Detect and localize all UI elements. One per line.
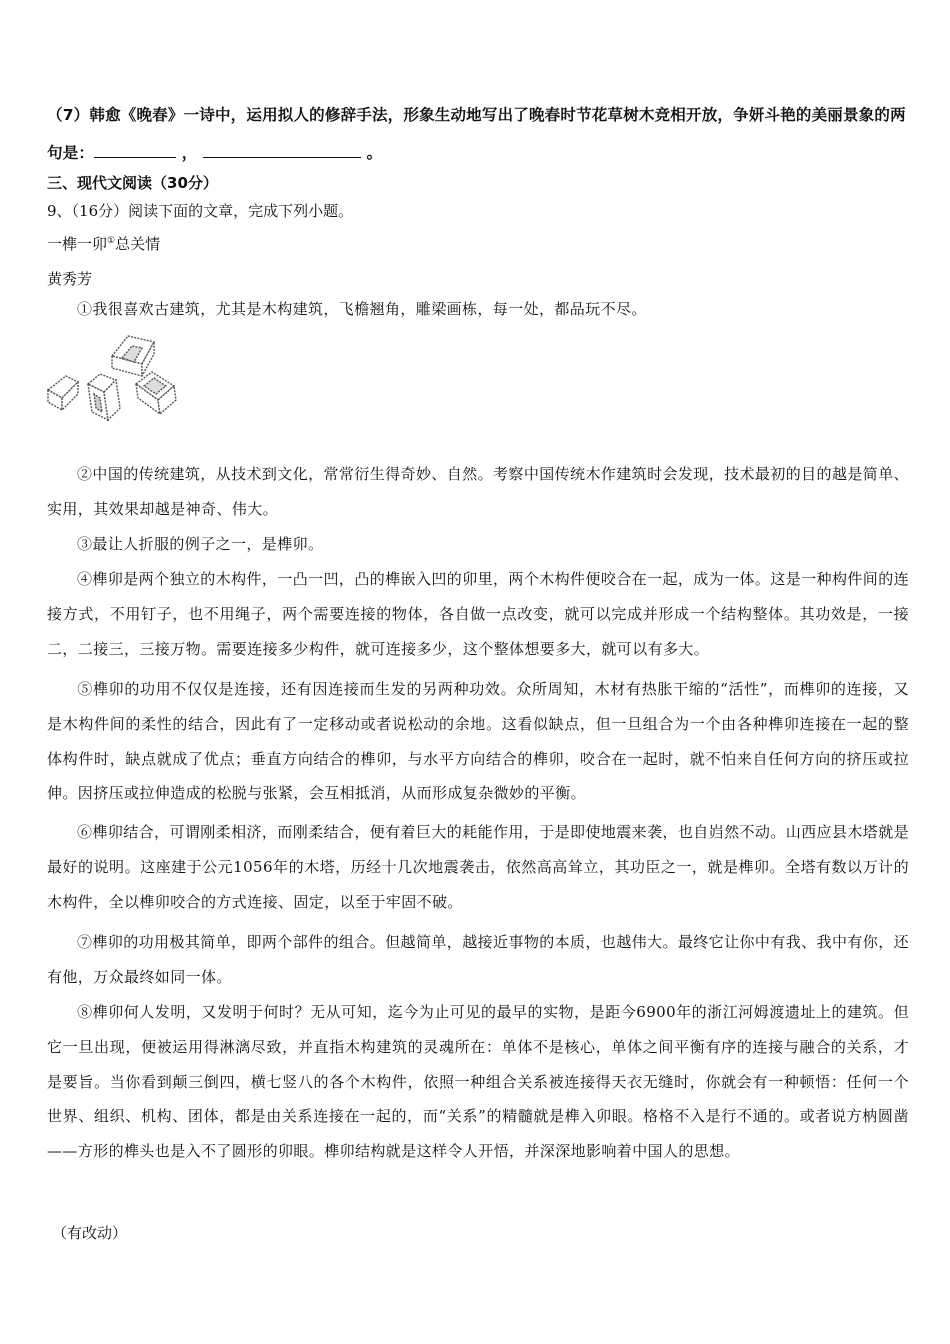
paragraph-5: ⑤榫卯的功用不仅仅是连接，还有因连接而生发的另两种功效。众所周知，木材有热胀干缩的“活性”，而榫卯的连接，又是木构件间的柔性的结合，因此有了一定移动或者说松动的余地。这看似缺点，但一旦组合为一个由各种榫卯连接在一起的整体构件时，缺点就成了优点；垂直方向结合的榫卯，与水平方向结合的榫卯，咬合在一起时，就不怕来自任何方向的挤压或拉伸。因挤压或拉伸造成的松脱与张紧，会互相抵消，从而形成复杂微妙的平衡。 (47, 680, 909, 803)
article-title-main: 一榫一卯 (47, 235, 108, 253)
question-7 (47, 96, 917, 172)
mortise-tenon-illustration (44, 328, 192, 428)
answer-blank-2[interactable] (203, 141, 361, 158)
paragraph-6: ⑥榫卯结合，可谓刚柔相济，而刚柔结合，便有着巨大的耗能作用，于是即使地震来袭，也自岿然不动。山西应县木塔就是最好的说明。这座建于公元1056年的木塔，历经十几次地震袭击，依然高高耸立，其功臣之一，就是榫卯。全塔有数以万计的木构件，全以榫卯咬合的方式连接、固定，以至于牢固不破。 (47, 823, 909, 911)
section-title: 三、现代文阅读（30分） (47, 174, 218, 192)
article-title-tail: 总关情 (115, 235, 161, 253)
revision-note: （有改动） (52, 1224, 128, 1242)
article-author: 黄秀芳 (47, 270, 93, 288)
answer-blank-1[interactable] (94, 141, 176, 158)
paragraph-8: ⑧榫卯何人发明，又发明于何时？无从可知，迄今为止可见的最早的实物，是距今6900年的浙江河姆渡遗址上的建筑。但它一旦出现，便被运用得淋漓尽致，并直指木构建筑的灵魂所在：单体不是核心，单体之间平衡有序的连接与融合的关系，才是要旨。当你看到颠三倒四，横七竖八的各个木构件，依照一种组合关系被连接得天衣无缝时，你就会有一种顿悟：任何一个世界、组织、机构、团体，都是由关系连接在一起的，而“关系”的精髓就是榫入卯眼。格格不入是行不通的。或者说方枘圆凿——方形的榫头也是入不了圆形的卯眼。榫卯结构就是这样令人开悟，并深深地影响着中国人的思想。 (47, 1003, 909, 1161)
paragraph-3: ③最让人折服的例子之一，是榫卯。 (77, 535, 324, 553)
paragraph-4: ④榫卯是两个独立的木构件，一凸一凹，凸的榫嵌入凹的卯里，两个木构件便咬合在一起，成为一体。这是一种构件间的连接方式，不用钉子，也不用绳子，两个需要连接的物体，各自做一点改变，就可以完成并形成一个结构整体。其功效是，一接二，二接三，三接万物。需要连接多少构件，就可连接多少，这个整体想要多大，就可以有多大。 (47, 570, 909, 658)
paragraph-1: ①我很喜欢古建筑，尤其是木构建筑，飞檐翘角，雕梁画栋，每一处，都品玩不尽。 (77, 300, 647, 318)
article-title (47, 233, 160, 254)
question-9-prompt: 9、（16分）阅读下面的文章，完成下列小题。 (47, 202, 354, 220)
question-7-text: （7）韩愈《晚春》一诗中，运用拟人的修辞手法，形象生动地写出了晚春时节花草树木竞相开放，争妍斗艳的美丽景象的两句是： (47, 106, 906, 162)
paragraph-7: ⑦榫卯的功用极其简单，即两个部件的组合。但越简单，越接近事物的本质，也越伟大。最终它让你中有我、我中有你，还有他，万众最终如同一体。 (47, 933, 909, 986)
question-7-end: 。 (366, 144, 383, 162)
question-7-sep: ， (181, 144, 198, 162)
footnote-marker: ① (107, 236, 116, 246)
paragraph-2: ②中国的传统建筑，从技术到文化，常常衍生得奇妙、自然。考察中国传统木作建筑时会发现，技术最初的目的越是简单、实用，其效果却越是神奇、伟大。 (47, 465, 909, 518)
